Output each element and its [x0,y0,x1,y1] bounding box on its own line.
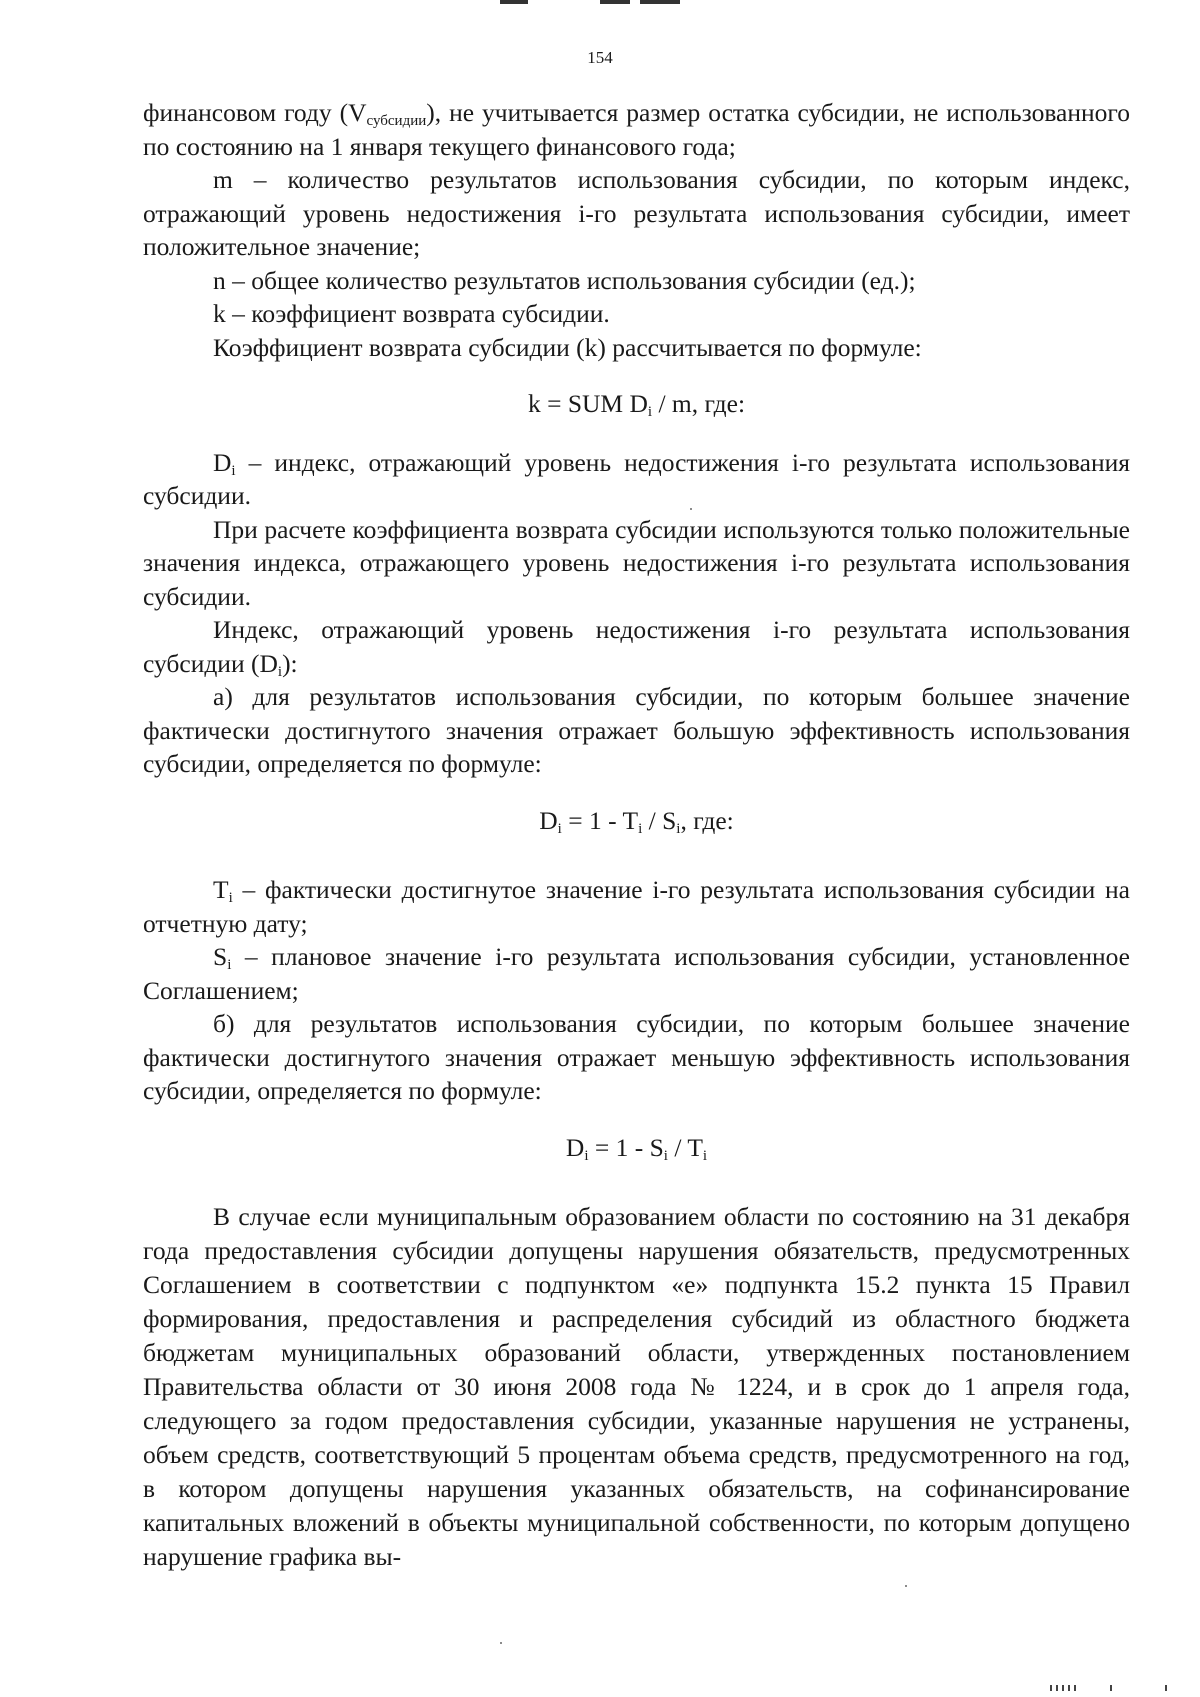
formula-di-a: $D_i = 1 - T_i / S_i$, где: [539,805,734,837]
paragraph-si-definition: $S_i$ – плановое значение i-го результата использования субсидии, установленное Соглашением; [143,942,1130,1005]
page-number: 154 [587,48,613,67]
paragraph-index-intro: Индекс, отражающий уровень недостижения i-го результата использования субсидии $(D_i)$: [143,615,1130,680]
paragraph-case-a: а) для результатов использования субсидии, по которым большее значение фактически достигнутого значения отражает большую эффективность использования субсидии, определяется по формуле: [143,682,1130,778]
scan-artifact-top [500,0,680,5]
document-body [143,96,1130,1574]
scan-speck [500,1642,502,1644]
paragraph-k-definition: k – коэффициент возврата субсидии. [213,299,610,328]
scan-speck [690,508,692,510]
paragraph-di-definition: $D_i$ – индекс, отражающий уровень недостижения i-го результата использования субсидии. [143,447,1130,510]
paragraph-n-definition: n – общее количество результатов использования субсидии (ед.); [213,265,916,295]
scan-speck [905,1585,907,1587]
scan-artifact-bottom [1050,1683,1180,1691]
paragraph-k-formula-intro: Коэффициент возврата субсидии (k) рассчитывается по формуле: [213,332,922,362]
paragraph-violations: В случае если муниципальным образованием области по состоянию на 31 декабря года предоставления субсидии допущены нарушения обязательств, предусмотренных Соглашением в соответствии с подпунктом «е» подпункта 15.2 пункта 15 Правил формирования, предоставления и распределения субсидий из областного бюджета бюджетам муниципальных образований области, утвержденных постановлением Правительства области от 30 июня 2008 года № 1224, и в срок до 1 апреля года, следующего за годом предоставления субсидии, указанные нарушения не устранены, объем средств, соответствующий 5 процентам объема средств, предусмотренного на год, в котором допущены нарушения указанных обязательств, на софинансирование капитальных вложений в объекты муниципальной собственности, по которым допущено нарушение графика вы- [143,1202,1130,1571]
paragraph-ti-definition: $T_i$ – фактически достигнутое значение i-го результата использования субсидии на отчетную дату; [143,875,1130,938]
formula-k: k = SUM $D_i$ / m, где: [527,389,746,420]
paragraph-1: финансовом году $(V_{субсидии})$, не учитывается размер остатка субсидии, не использованного по состоянию на 1 января текущего финансового года; [143,98,1130,161]
formula-di-b: $D_i = 1 - S_i / T_i$ [565,1132,708,1164]
paragraph-positive-values: При расчете коэффициента возврата субсидии используются только положительные значения индекса, отражающего уровень недостижения i-го результата использования субсидии. [143,514,1130,611]
paragraph-m-definition: m – количество результатов использования субсидии, по которым индекс, отражающий уровень недостижения i-го результата использования субсидии, имеет положительное значение; [143,165,1130,261]
paragraph-case-b: б) для результатов использования субсидии, по которым большее значение фактически достигнутого значения отражает меньшую эффективность использования субсидии, определяется по формуле: [143,1009,1130,1105]
